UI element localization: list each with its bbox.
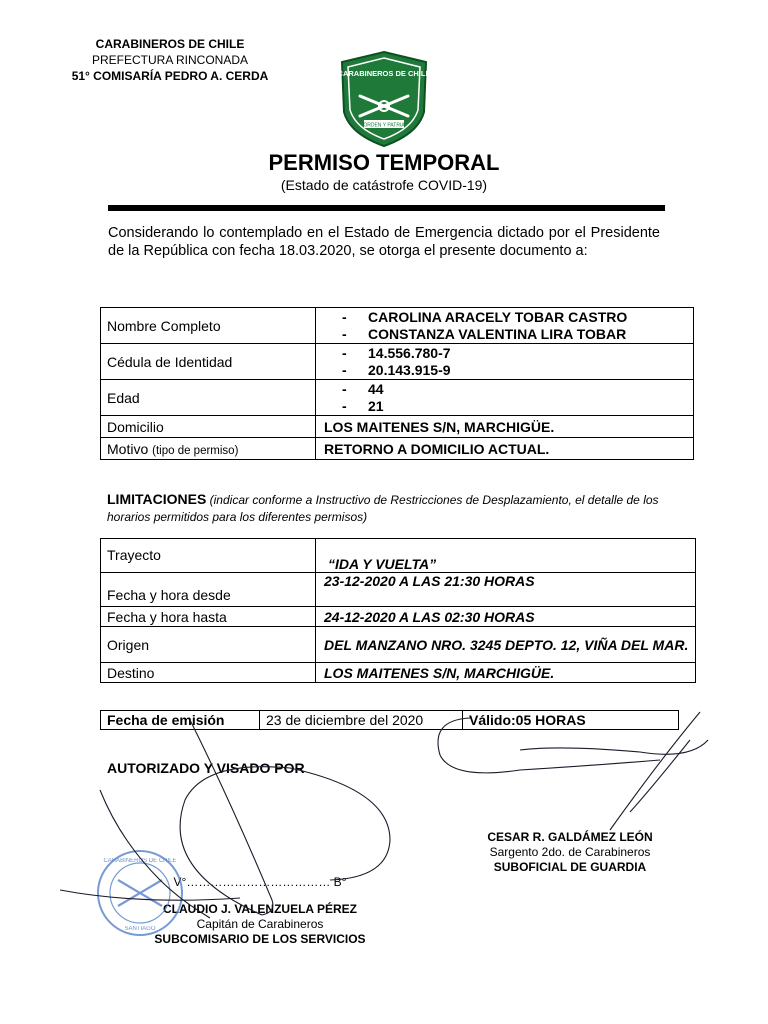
list-item: - 21	[342, 397, 384, 414]
person-age-2: 21	[368, 397, 384, 414]
limitations-table	[100, 538, 696, 683]
issuer-line3: 51° COMISARÍA PEDRO A. CERDA	[71, 69, 269, 83]
list-item: - CONSTANZA VALENTINA LIRA TOBAR	[342, 325, 627, 342]
name-label: Nombre Completo	[101, 308, 316, 344]
table-row	[101, 607, 696, 627]
id-label: Cédula de Identidad	[101, 344, 316, 380]
badge-top-text: CARABINEROS DE CHILE	[338, 69, 430, 78]
signer-guard-rank: Sargento 2do. de Carabineros	[489, 845, 651, 859]
issue-valid: Válido:05 HORAS	[463, 711, 679, 730]
document-subtitle: (Estado de catástrofe COVID-19)	[280, 177, 488, 193]
signer-captain-role: SUBCOMISARIO DE LOS SERVICIOS	[154, 932, 366, 946]
dest-label: Destino	[101, 663, 316, 683]
table-row	[101, 573, 696, 607]
table-row	[101, 416, 694, 438]
document-title: PERMISO TEMPORAL	[268, 150, 500, 175]
limitations-note: (indicar conforme a Instructivo de Restricciones de Desplazamiento, el detalle de los horarios permitidos para los diferentes permisos)	[107, 493, 659, 524]
table-row	[101, 711, 679, 730]
issuer-header	[40, 36, 300, 84]
intro-paragraph: Considerando lo contemplado en el Estado de Emergencia dictado por el Presidente de la República con fecha 18.03.2020, se otorga el presente documento a:	[108, 225, 660, 259]
person-id-2: 20.143.915-9	[368, 361, 451, 378]
table-row	[101, 539, 696, 573]
person-table	[100, 307, 694, 460]
issuer-line2: PREFECTURA RINCONADA	[91, 53, 249, 67]
age-label: Edad	[101, 380, 316, 416]
issue-table	[100, 710, 679, 730]
table-row	[101, 438, 694, 460]
to-value: 24-12-2020 A LAS 02:30 HORAS	[316, 607, 696, 627]
reason-value: RETORNO A DOMICILIO ACTUAL.	[316, 438, 694, 460]
person-name-2: CONSTANZA VALENTINA LIRA TOBAR	[368, 325, 627, 342]
signer-captain-rank: Capitán de Carabineros	[196, 917, 324, 931]
title-divider	[108, 205, 665, 211]
from-value: 23-12-2020 A LAS 21:30 HORAS	[316, 573, 696, 607]
dest-value: LOS MAITENES S/N, MARCHIGÜE.	[316, 663, 696, 683]
origin-label: Origen	[101, 627, 316, 663]
table-row	[101, 308, 694, 344]
signer-captain-name: CLAUDIO J. VALENZUELA PÉREZ	[162, 902, 357, 916]
reason-label: Motivo	[107, 440, 149, 457]
origin-value: DEL MANZANO NRO. 3245 DEPTO. 12, VIÑA DEL MAR.	[316, 627, 696, 663]
address-label: Domicilio	[101, 416, 316, 438]
signer-captain-block	[130, 875, 390, 947]
issuer-line1: CARABINEROS DE CHILE	[95, 37, 245, 51]
table-row	[101, 663, 696, 683]
route-label: Trayecto	[101, 539, 316, 573]
list-item: - 44	[342, 380, 384, 397]
list-item: - 14.556.780-7	[342, 344, 451, 361]
limitations-heading: LIMITACIONES	[107, 491, 207, 507]
vb-line: V°……………………………… B°	[173, 875, 347, 889]
issue-date: 23 de diciembre del 2020	[260, 711, 463, 730]
carabineros-badge-icon	[338, 50, 430, 148]
stamp-text: CARABINEROS DE CHILE	[103, 858, 177, 864]
route-value: “IDA Y VUELTA”	[316, 539, 696, 573]
issue-label: Fecha de emisión	[101, 711, 260, 730]
authorized-heading: AUTORIZADO Y VISADO POR	[107, 760, 305, 776]
badge-bottom-text: ORDEN Y PATRIA	[363, 122, 405, 129]
signer-guard-role: SUBOFICIAL DE GUARDIA	[493, 860, 647, 874]
person-name-1: CAROLINA ARACELY TOBAR CASTRO	[368, 308, 628, 325]
address-value: LOS MAITENES S/N, MARCHIGÜE.	[316, 416, 694, 438]
stamp-bottom-text: SANTIAGO	[124, 926, 156, 932]
table-row	[101, 380, 694, 416]
table-row	[101, 627, 696, 663]
signer-guard-name: CESAR R. GALDÁMEZ LEÓN	[487, 830, 653, 844]
person-age-1: 44	[368, 380, 384, 397]
list-item: - CAROLINA ARACELY TOBAR CASTRO	[342, 308, 628, 325]
to-label: Fecha y hora hasta	[101, 607, 316, 627]
person-id-1: 14.556.780-7	[368, 344, 451, 361]
signer-guard-block	[440, 830, 700, 875]
list-item: - 20.143.915-9	[342, 361, 451, 378]
reason-note: (tipo de permiso)	[152, 444, 239, 457]
table-row	[101, 344, 694, 380]
from-label: Fecha y hora desde	[101, 573, 316, 607]
limitations-section	[107, 491, 667, 526]
